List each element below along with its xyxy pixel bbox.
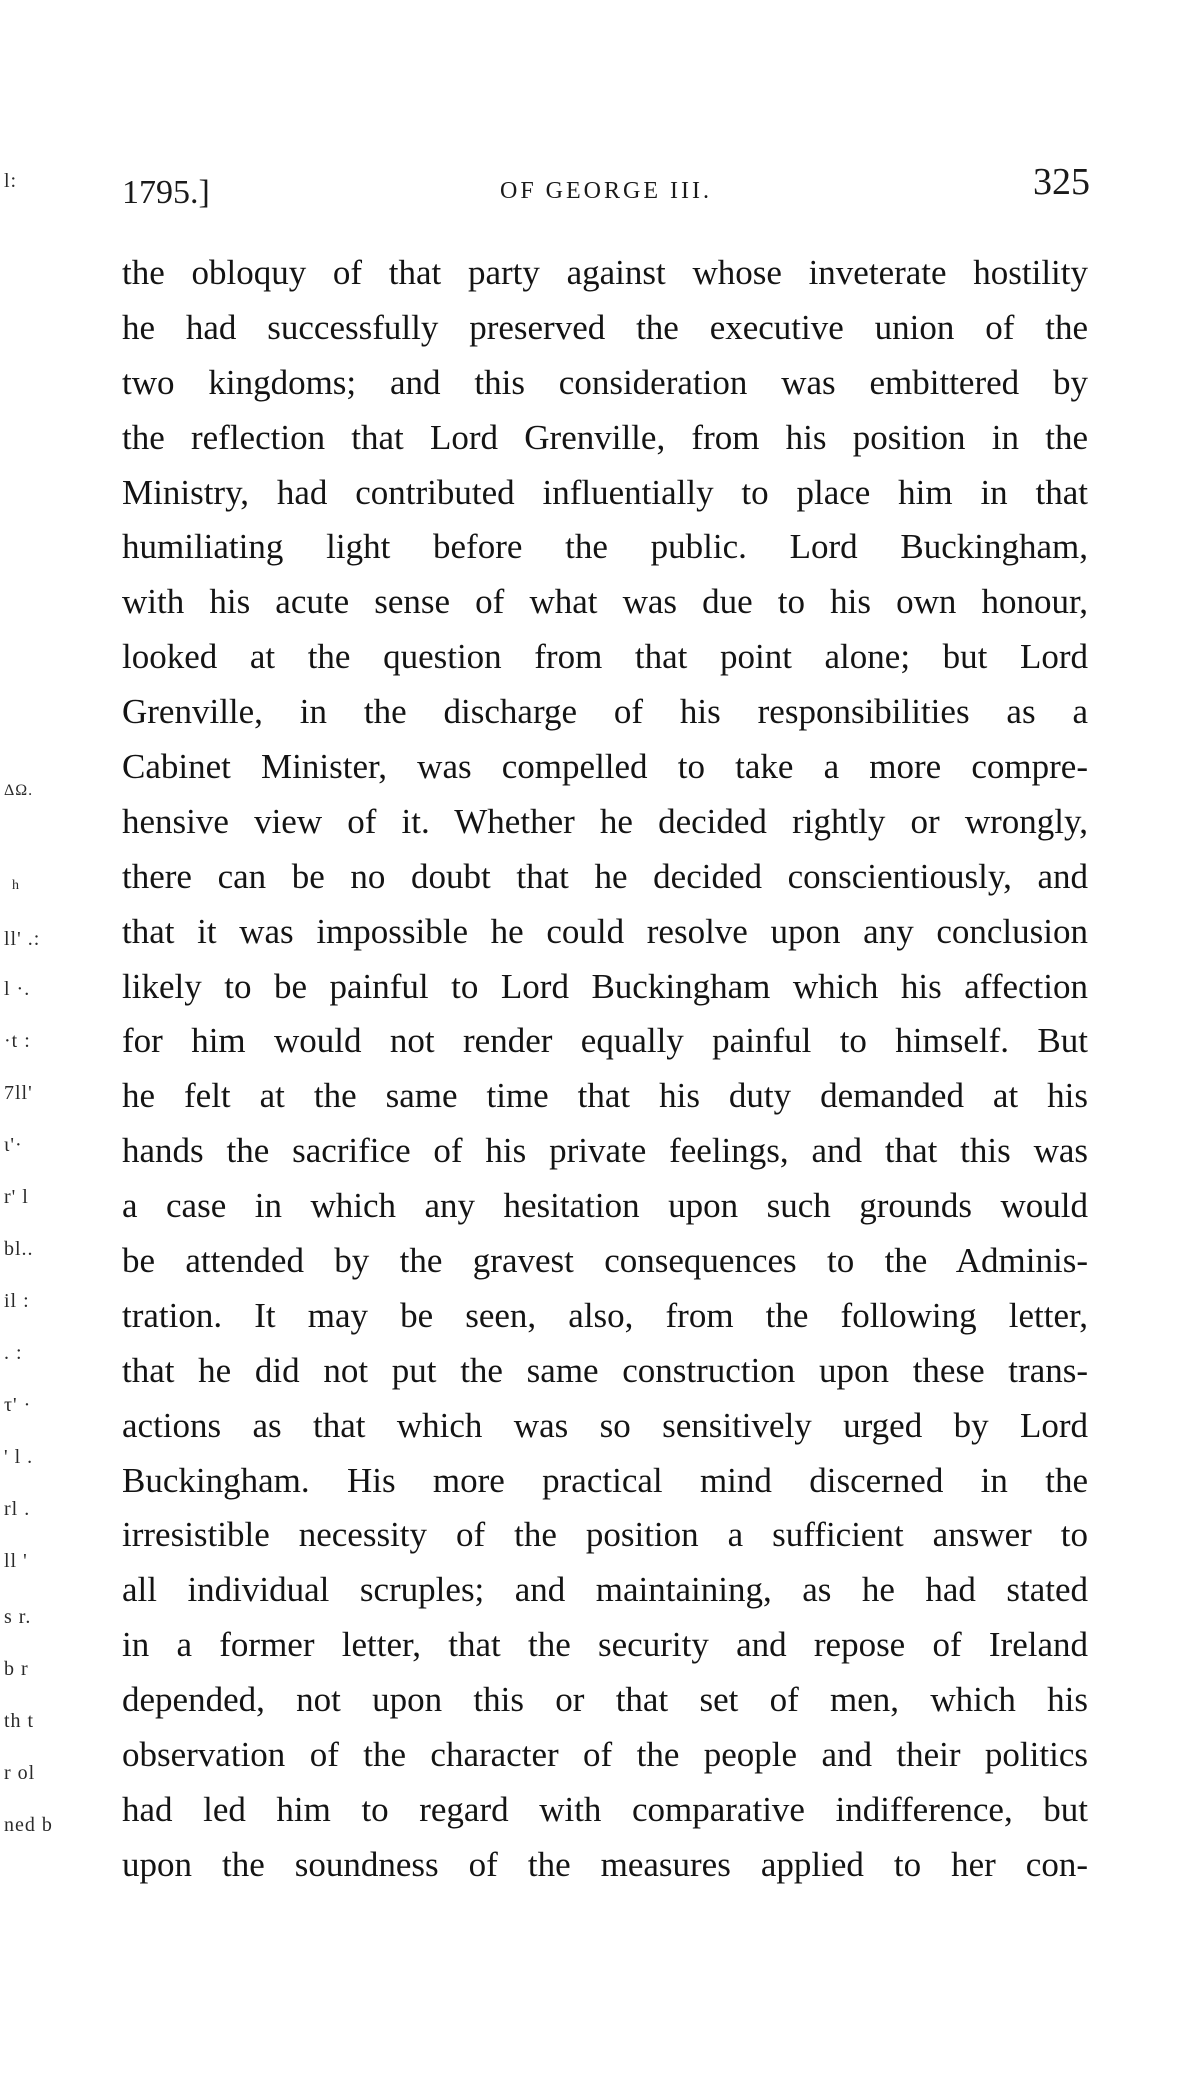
gutter-fragment: ll ' (4, 1550, 28, 1572)
text-line: Buckingham. His more practical mind discerned in the (122, 1460, 1088, 1500)
gutter-fragment: ι'· (4, 1134, 23, 1156)
text-line: actions as that which was so sensitively urged by Lord (122, 1405, 1088, 1445)
text-line: that it was impossible he could resolve upon any conclusion (122, 911, 1088, 951)
facing-page-margin-fragments (0, 150, 60, 2000)
text-line: there can be no doubt that he decided conscientiously, and (122, 856, 1088, 896)
running-head (122, 160, 1090, 216)
text-line: Grenville, in the discharge of his responsibilities as a (122, 692, 1088, 732)
gutter-fragment: rl . (4, 1498, 31, 1520)
page-number: 325 (1033, 161, 1090, 203)
gutter-fragment: ned b (4, 1814, 53, 1836)
text-line: in a former letter, that the security and repose of Ireland (122, 1625, 1088, 1665)
text-line: a case in which any hesitation upon such grounds would (122, 1186, 1088, 1226)
text-line: for him would not render equally painful to himself. But (122, 1021, 1088, 1061)
text-line: had led him to regard with comparative indifference, but (122, 1789, 1088, 1829)
text-line: all individual scruples; and maintaining, as he had stated (122, 1570, 1088, 1610)
gutter-fragment: th t (4, 1710, 35, 1732)
gutter-fragment: il : (4, 1290, 30, 1312)
running-head-title: OF GEORGE III. (500, 178, 712, 204)
text-line: irresistible necessity of the position a sufficient answer to (122, 1515, 1088, 1555)
gutter-fragment: 7ll' (4, 1082, 33, 1104)
gutter-fragment: h (12, 878, 20, 893)
text-line: observation of the character of the people and their politics (122, 1735, 1088, 1775)
running-head-date: 1795.] (122, 174, 210, 211)
gutter-fragment: r ol (4, 1762, 36, 1784)
text-line: that he did not put the same construction upon these trans- (122, 1350, 1088, 1390)
gutter-fragment: l ·. (4, 978, 31, 1000)
text-line: hands the sacrifice of his private feelings, and that this was (122, 1131, 1088, 1171)
text-line: Cabinet Minister, was compelled to take a more compre- (122, 747, 1088, 787)
gutter-fragment: τ' · (4, 1394, 32, 1416)
gutter-fragment: ·t : (4, 1030, 31, 1052)
text-line: with his acute sense of what was due to his own honour, (122, 582, 1088, 622)
text-line: he had successfully preserved the executive union of the (122, 307, 1088, 347)
gutter-fragment: ' l . (4, 1446, 34, 1468)
text-line: two kingdoms; and this consideration was embittered by (122, 362, 1088, 402)
text-line: the obloquy of that party against whose inveterate hostility (122, 253, 1088, 292)
body-paragraph (122, 246, 1088, 1893)
gutter-fragment: bl.. (4, 1238, 34, 1260)
text-line: be attended by the gravest consequences to the Adminis- (122, 1241, 1088, 1281)
text-line: depended, not upon this or that set of men, which his (122, 1680, 1088, 1720)
gutter-fragment: . : (4, 1342, 23, 1364)
gutter-fragment: s r. (4, 1606, 32, 1628)
text-line: looked at the question from that point alone; but Lord (122, 637, 1088, 677)
gutter-fragment: b r (4, 1658, 29, 1680)
text-line: likely to be painful to Lord Buckingham which his affection (122, 966, 1088, 1006)
text-line: humiliating light before the public. Lord Buckingham, (122, 527, 1088, 567)
gutter-fragment: ΔΩ. (4, 782, 34, 799)
gutter-fragment: ll' .: (4, 928, 41, 950)
text-line: Ministry, had contributed influentially to place him in that (122, 472, 1088, 512)
gutter-fragment: l: (4, 170, 18, 192)
gutter-fragment: r' l (4, 1186, 29, 1208)
text-line: the reflection that Lord Grenville, from his position in the (122, 417, 1088, 457)
text-line: upon the soundness of the measures applied to her con- (122, 1844, 1088, 1884)
text-line: hensive view of it. Whether he decided rightly or wrongly, (122, 801, 1088, 841)
text-line: he felt at the same time that his duty demanded at his (122, 1076, 1088, 1116)
text-line: tration. It may be seen, also, from the following letter, (122, 1295, 1088, 1335)
